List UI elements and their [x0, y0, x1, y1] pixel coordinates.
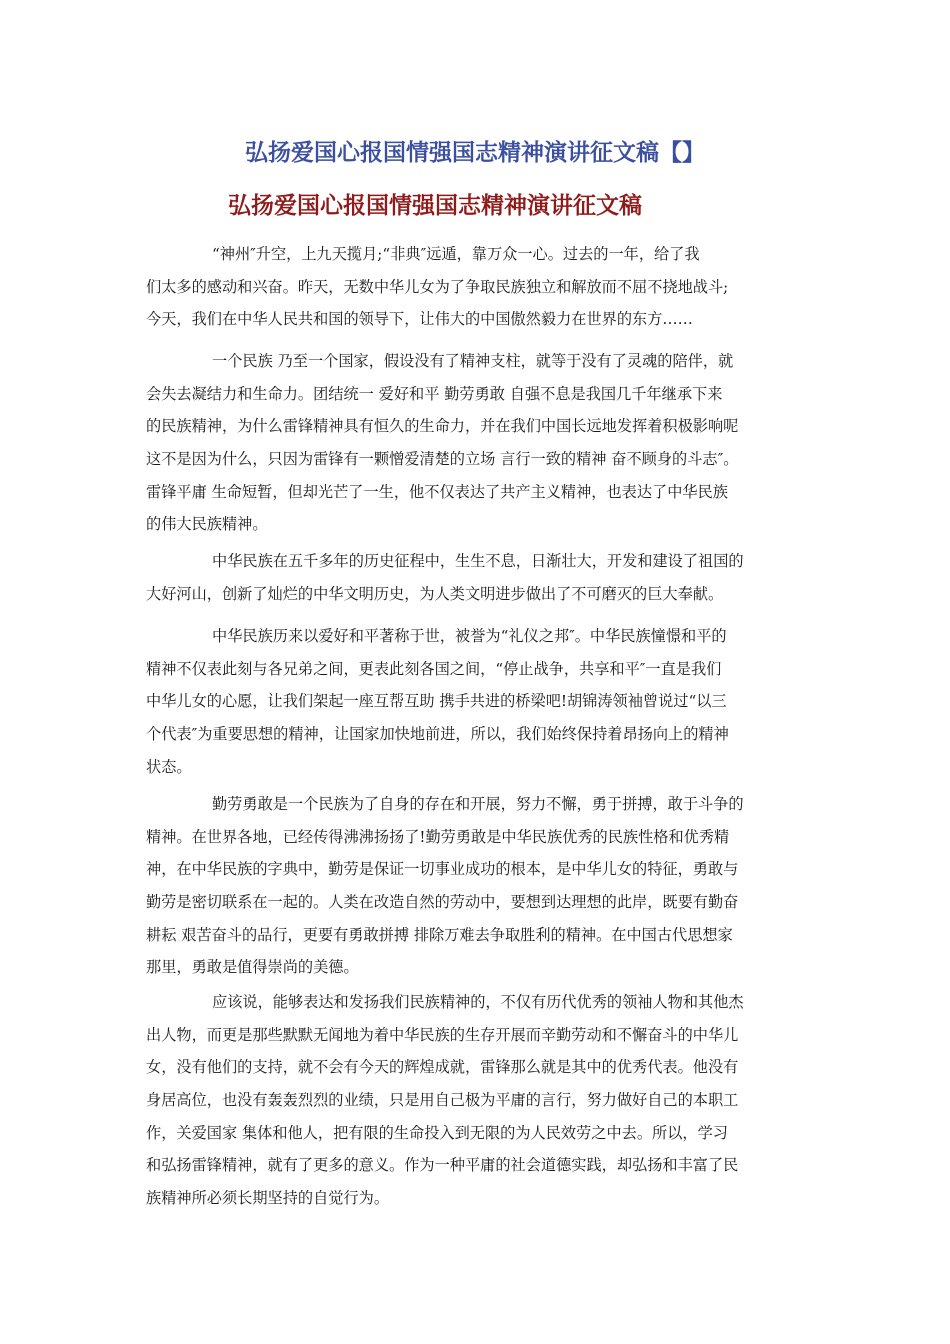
- paragraph-line: 大好河山，创新了灿烂的中华文明历史，为人类文明进步做出了不可磨灭的巨大奉献。: [146, 584, 724, 603]
- paragraph-line: 会失去凝结力和生命力。团结统一 爱好和平 勤劳勇敢 自强不息是我国几千年继承下来: [146, 384, 723, 403]
- paragraph-line: 勤劳是密切联系在一起的。人类在改造自然的劳动中，要想到达理想的此岸，既要有勤奋: [146, 893, 739, 912]
- paragraph-line: 们太多的感动和兴奋。昨天，无数中华儿女为了争取民族独立和解放而不屈不挠地战斗;: [146, 277, 729, 296]
- paragraph-line: 作，关爱国家 集体和他人，把有限的生命投入到无限的为人民效劳之中去。所以，学习: [146, 1123, 728, 1142]
- paragraph-line: 中华民族在五千多年的历史征程中，生生不息，日渐壮大，开发和建设了祖国的: [212, 552, 744, 570]
- paragraph-line: 中华儿女的心愿，让我们架起一座互帮互助 携手共进的桥梁吧!胡锦涛领袖曾说过“以三: [146, 692, 727, 711]
- paragraph-1: [146, 238, 812, 336]
- paragraph-line: 一个民族 乃至一个国家，假设没有了精神支柱，就等于没有了灵魂的陪伴，就: [212, 352, 734, 370]
- paragraph-line: 出人物，而更是那些默默无闻地为着中华民族的生存开展而辛勤劳动和不懈奋斗的中华儿: [146, 1025, 739, 1044]
- paragraph-line: 精神。在世界各地，已经传得沸沸扬扬了!勤劳勇敢是中华民族优秀的民族性格和优秀精: [146, 827, 730, 846]
- paragraph-line: 那里，勇敢是值得崇尚的美德。: [146, 958, 359, 977]
- paragraph-line: 个代表″为重要思想的精神，让国家加快地前进，所以，我们始终保持着昂扬向上的精神: [146, 725, 729, 744]
- paragraph-4: [146, 620, 812, 783]
- document-subtitle: 弘扬爱国心报国情强国志精神演讲征文稿: [228, 193, 642, 219]
- paragraph-line: 应该说，能够表达和发扬我们民族精神的，不仅有历代优秀的领袖人物和其他杰: [212, 993, 744, 1011]
- paragraph-line: 和弘扬雷锋精神，就有了更多的意义。作为一种平庸的社会道德实践，却弘扬和丰富了民: [146, 1156, 739, 1175]
- paragraph-line: 状态。: [146, 757, 192, 776]
- paragraph-line: 的民族精神，为什么雷锋精神具有恒久的生命力，并在我们中国长远地发挥着积极影响呢: [146, 417, 739, 436]
- paragraph-line: 神，在中华民族的字典中，勤劳是保证一切事业成功的根本，是中华儿女的特征，勇敢与: [146, 860, 739, 879]
- paragraph-line: 耕耘 艰苦奋斗的品行，更要有勇敢拼搏 排除万难去争取胜利的精神。在中国古代思想家: [146, 925, 733, 944]
- paragraph-line: 精神不仅表此刻与各兄弟之间，更表此刻各国之间，“停止战争，共享和平″一直是我们: [146, 659, 722, 678]
- paragraph-line: 族精神所必须长期坚持的自觉行为。: [146, 1189, 389, 1208]
- paragraph-line: 身居高位，也没有轰轰烈烈的业绩，只是用自己极为平庸的言行，努力做好自己的本职工: [146, 1091, 739, 1110]
- paragraph-line: 今天，我们在中华人民共和国的领导下，让伟大的中国傲然毅力在世界的东方……: [146, 310, 693, 329]
- paragraph-6: [146, 986, 812, 1215]
- paragraph-line: 这不是因为什么，只因为雷锋有一颗憎爱清楚的立场 言行一致的精神 奋不顾身的斗志″。: [146, 450, 739, 469]
- paragraph-line: 雷锋平庸 生命短暂，但却光芒了一生，他不仅表达了共产主义精神，也表达了中华民族: [146, 482, 728, 501]
- paragraph-line: 中华民族历来以爱好和平著称于世，被誉为“礼仪之邦″。中华民族憧憬和平的: [212, 627, 727, 645]
- paragraph-3: [146, 545, 812, 610]
- paragraph-line: 的伟大民族精神。: [146, 515, 268, 534]
- paragraph-line: “神州″升空，上九天揽月;“非典″远遁，靠万众一心。过去的一年，给了我: [212, 245, 700, 263]
- paragraph-2: [146, 345, 812, 541]
- paragraph-5: [146, 788, 812, 984]
- document-title: 弘扬爱国心报国情强国志精神演讲征文稿【】: [245, 140, 705, 166]
- paragraph-line: 女，没有他们的支持，就不会有今天的辉煌成就，雷锋那么就是其中的优秀代表。他没有: [146, 1058, 739, 1077]
- paragraph-line: 勤劳勇敢是一个民族为了自身的存在和开展，努力不懈，勇于拼搏，敢于斗争的: [212, 795, 744, 813]
